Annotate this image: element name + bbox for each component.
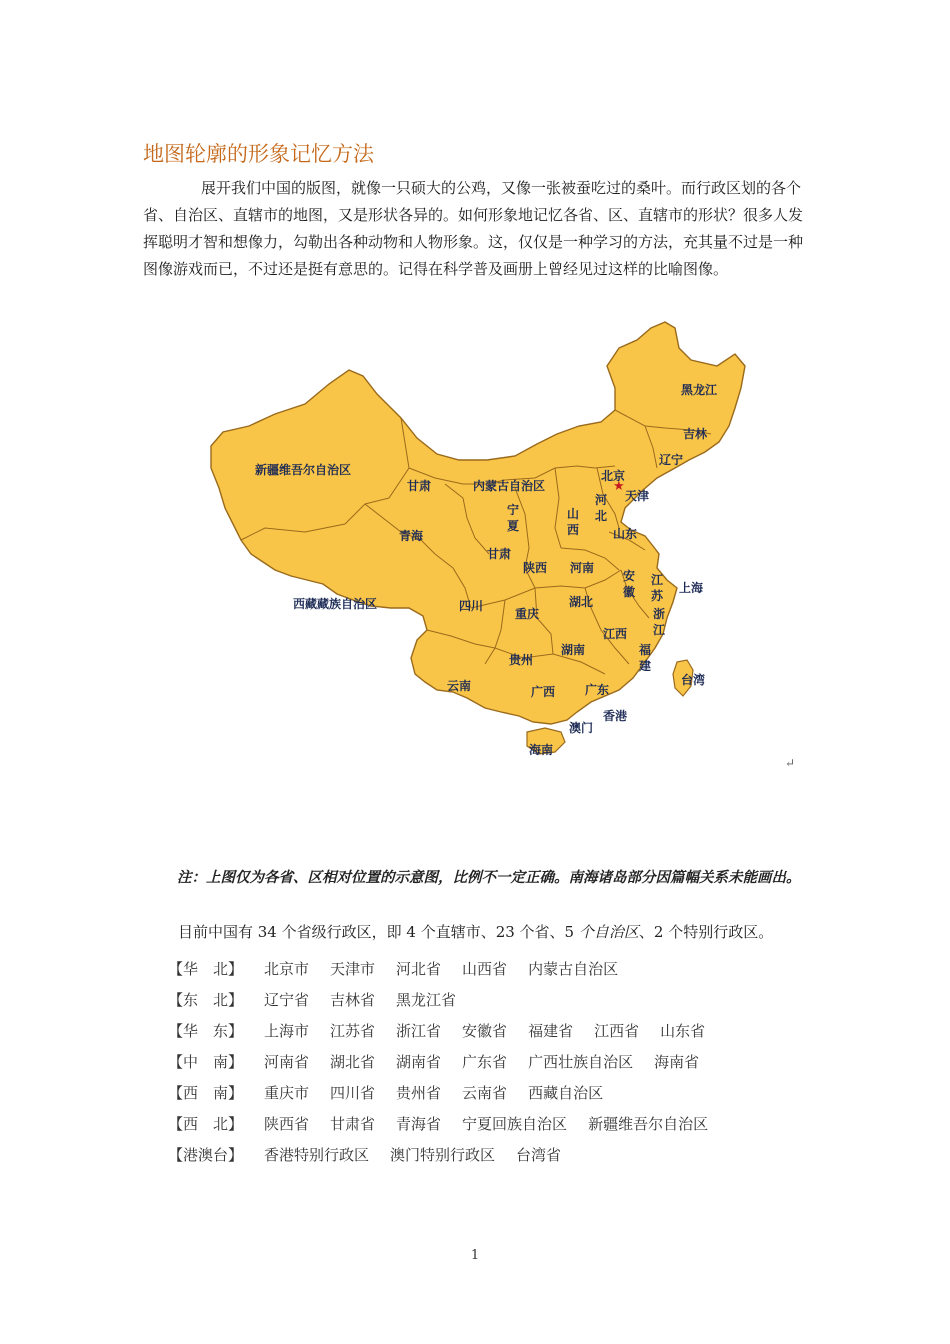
map-label: 湖南 <box>561 643 586 657</box>
map-label: 浙江 <box>653 607 666 637</box>
map-label: 重庆 <box>515 607 540 621</box>
map-label: 天津 <box>625 489 650 503</box>
map-label: 上海 <box>679 581 704 595</box>
china-map-svg <box>205 318 760 766</box>
province-name: 福建省 <box>528 1022 574 1040</box>
province-name: 甘肃省 <box>330 1115 376 1133</box>
province-name: 贵州省 <box>396 1084 442 1102</box>
intro-text: 展开我们中国的版图，就像一只硕大的公鸡，又像一张被蚕吃过的桑叶。而行政区划的各个省、自治区、直辖市的地图，又是形状各异的。如何形象地记忆各省、区、直辖市的形状？很多人发挥聪明才智和想像力，勾勒出各种动物和人物形象。这，仅仅是一种学习的方法，充其量不过是一种图像游戏而已，不过还是挺有意思的。记得在科学普及画册上曾经见过这样的比喻图像。 <box>143 179 804 278</box>
map-label: 黑龙江 <box>681 383 718 397</box>
region-row <box>168 1077 729 1108</box>
province-name: 重庆市 <box>264 1084 310 1102</box>
map-label: 福建 <box>639 643 652 673</box>
province-name: 山西省 <box>462 960 508 978</box>
map-label: 云南 <box>447 679 472 693</box>
map-mainland <box>211 322 745 724</box>
map-label: 西藏藏族自治区 <box>293 597 378 611</box>
map-note <box>143 866 811 889</box>
map-label: 湖北 <box>569 595 594 609</box>
map-label: 新疆维吾尔自治区 <box>255 463 352 477</box>
province-name: 黑龙江省 <box>396 991 457 1009</box>
region-row <box>168 1139 729 1170</box>
province-name: 广东省 <box>462 1053 508 1071</box>
region-row <box>168 1108 729 1139</box>
province-name: 台湾省 <box>516 1146 562 1164</box>
summary-part2: 、2 个特别行政区。 <box>638 923 774 941</box>
region-name: 【华 东】 <box>168 1022 244 1040</box>
map-label: 北京 <box>601 469 626 483</box>
province-name: 湖南省 <box>396 1053 442 1071</box>
map-label: 内蒙古自治区 <box>473 479 546 493</box>
region-row <box>168 984 729 1015</box>
region-list <box>168 953 729 1170</box>
province-name: 香港特别行政区 <box>264 1146 370 1164</box>
page-number: 1 <box>470 1248 480 1263</box>
province-name: 北京市 <box>264 960 310 978</box>
province-name: 澳门特别行政区 <box>390 1146 496 1164</box>
map-label: 辽宁 <box>659 453 684 467</box>
province-name: 河南省 <box>264 1053 310 1071</box>
region-name: 【西 南】 <box>168 1084 244 1102</box>
intro-paragraph <box>143 175 811 283</box>
map-label: 甘肃 <box>487 547 512 561</box>
map-label: 四川 <box>459 599 484 613</box>
map-label: 青海 <box>399 529 424 543</box>
province-name: 河北省 <box>396 960 442 978</box>
region-row <box>168 1046 729 1077</box>
map-label: 澳门 <box>569 721 594 735</box>
map-label: 海南 <box>529 743 554 757</box>
province-name: 云南省 <box>462 1084 508 1102</box>
map-label: 广西 <box>531 685 556 699</box>
province-name: 宁夏回族自治区 <box>462 1115 568 1133</box>
province-name: 广西壮族自治区 <box>528 1053 634 1071</box>
map-label: 贵州 <box>509 653 534 667</box>
region-name: 【西 北】 <box>168 1115 244 1133</box>
province-name: 江苏省 <box>330 1022 376 1040</box>
province-name: 湖北省 <box>330 1053 376 1071</box>
province-name: 山东省 <box>660 1022 706 1040</box>
china-map <box>205 318 760 766</box>
province-name: 陕西省 <box>264 1115 310 1133</box>
province-name: 四川省 <box>330 1084 376 1102</box>
map-label: 河北 <box>595 493 608 523</box>
province-name: 上海市 <box>264 1022 310 1040</box>
province-name: 海南省 <box>654 1053 700 1071</box>
summary-italic: 个自治区 <box>578 923 639 941</box>
region-name: 【华 北】 <box>168 960 244 978</box>
province-name: 天津市 <box>330 960 376 978</box>
region-name: 【港澳台】 <box>168 1146 244 1164</box>
paragraph-return-mark: ↵ <box>785 756 796 770</box>
region-row <box>168 1015 729 1046</box>
province-name: 内蒙古自治区 <box>528 960 619 978</box>
map-label: 陕西 <box>523 561 548 575</box>
beijing-star-icon: ★ <box>613 479 625 494</box>
map-label: 河南 <box>570 561 595 575</box>
province-name: 江西省 <box>594 1022 640 1040</box>
region-row <box>168 953 729 984</box>
summary-part1: 目前中国有 34 个省级行政区，即 4 个直辖市、23 个省、5 <box>178 923 579 941</box>
map-label: 安徽 <box>623 569 636 599</box>
region-name: 【中 南】 <box>168 1053 244 1071</box>
map-label: 山西 <box>567 507 580 537</box>
map-label: 江西 <box>603 627 628 641</box>
map-label: 香港 <box>603 709 628 723</box>
map-label: 吉林 <box>683 427 708 441</box>
province-name: 新疆维吾尔自治区 <box>588 1115 709 1133</box>
map-label: 台湾 <box>681 673 706 687</box>
map-label: 广东 <box>585 683 610 697</box>
map-label: 山东 <box>613 527 638 541</box>
province-name: 安徽省 <box>462 1022 508 1040</box>
province-name: 青海省 <box>396 1115 442 1133</box>
map-label: 宁夏 <box>507 503 520 533</box>
document-title: 地图轮廓的形象记忆方法 <box>143 142 374 166</box>
province-name: 西藏自治区 <box>528 1084 604 1102</box>
map-note-text: 注：上图仅为各省、区相对位置的示意图，比例不一定正确。南海诸岛部分因篇幅关系未能画出。 <box>177 869 801 886</box>
region-name: 【东 北】 <box>168 991 244 1009</box>
province-name: 辽宁省 <box>264 991 310 1009</box>
map-label: 江苏 <box>651 573 664 603</box>
map-label: 甘肃 <box>407 479 432 493</box>
summary-line <box>178 921 773 942</box>
province-name: 吉林省 <box>330 991 376 1009</box>
province-name: 浙江省 <box>396 1022 442 1040</box>
